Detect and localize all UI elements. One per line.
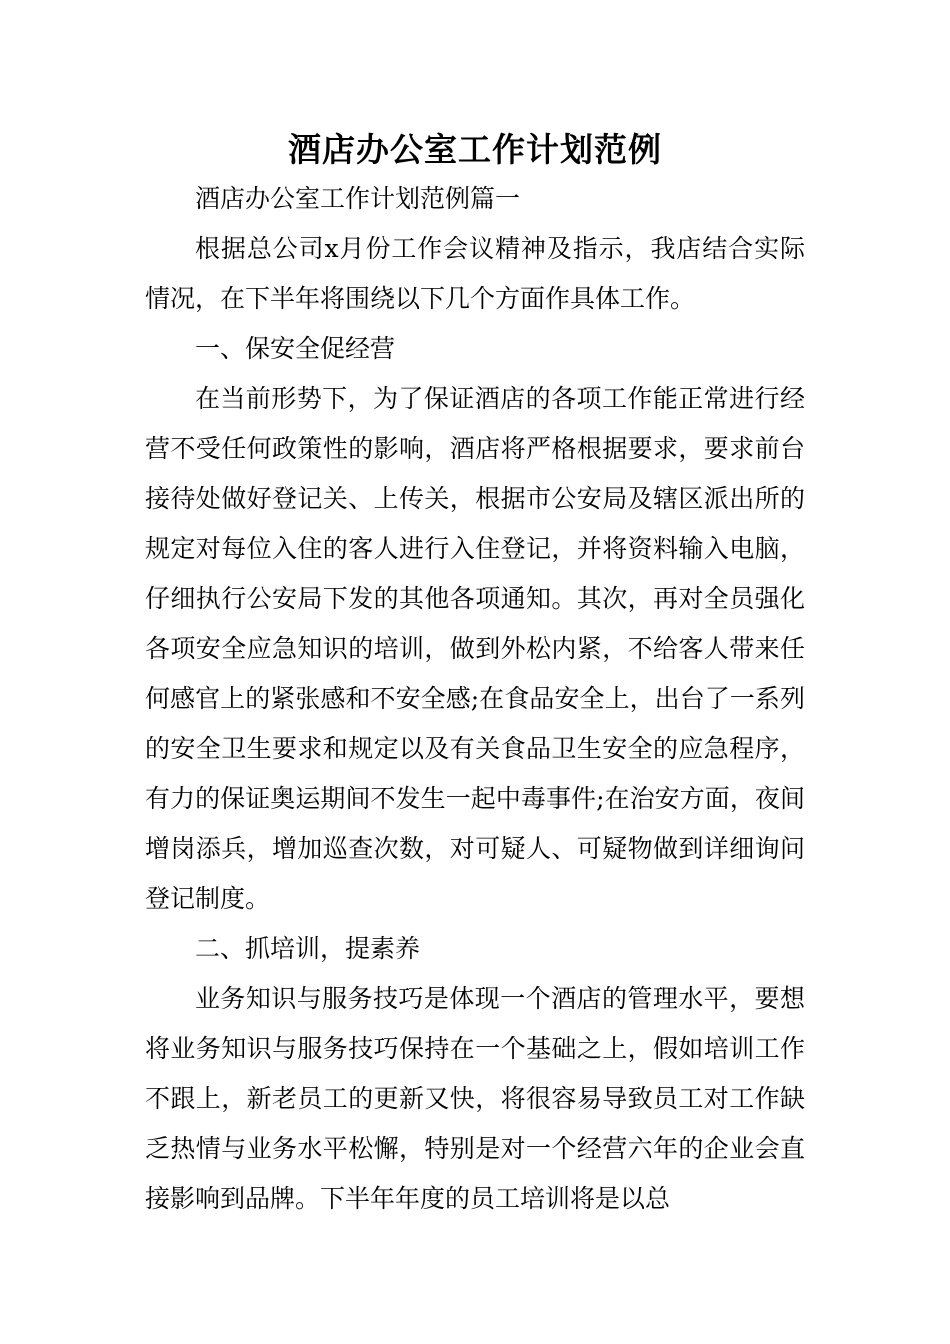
document-title: 酒店办公室工作计划范例 [288, 130, 662, 169]
paragraph-intro: 根据总公司x月份工作会议精神及指示，我店结合实际情况，在下半年将围绕以下几个方面作具体工作。 [145, 234, 805, 313]
section-heading-3: 二、抓培训，提素养 [195, 934, 421, 963]
paragraph-training: 业务知识与服务技巧是体现一个酒店的管理水平，要想将业务知识与服务技巧保持在一个基础之上，假如培训工作不跟上，新老员工的更新又快，将很容易导致员工对工作缺乏热情与业务水平松懈，特别是对一个经营六年的企业会直接影响到品牌。下半年年度的员工培训将是以总 [145, 984, 805, 1213]
section-heading-2: 一、保安全促经营 [195, 334, 396, 363]
section-heading-1: 酒店办公室工作计划范例篇一 [195, 184, 521, 213]
document-body [145, 174, 805, 1224]
paragraph-security: 在当前形势下，为了保证酒店的各项工作能正常进行经营不受任何政策性的影响，酒店将严格根据要求，要求前台接待处做好登记关、上传关，根据市公安局及辖区派出所的规定对每位入住的客人进行入住登记，并将资料输入电脑，仔细执行公安局下发的其他各项通知。其次，再对全员强化各项安全应急知识的培训，做到外松内紧，不给客人带来任何感官上的紧张感和不安全感;在食品安全上，出台了一系列的安全卫生要求和规定以及有关食品卫生安全的应急程序，有力的保证奥运期间不发生一起中毒事件;在治安方面，夜间增岗添兵，增加巡查次数，对可疑人、可疑物做到详细询问登记制度。 [145, 384, 805, 913]
